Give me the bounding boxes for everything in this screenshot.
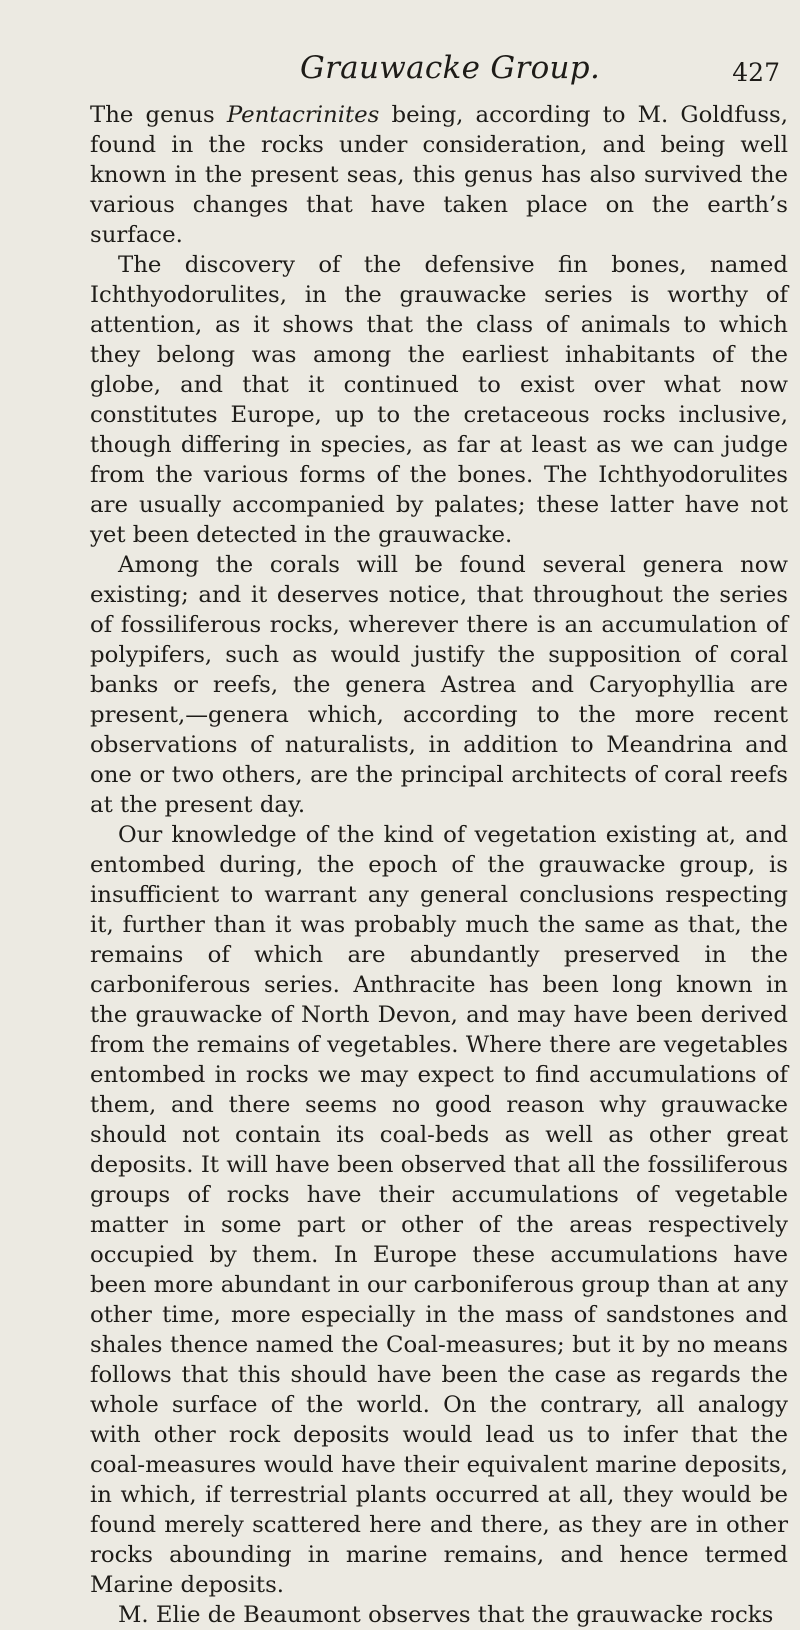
genus-name: Pentacrinites xyxy=(226,102,380,128)
body-text xyxy=(90,100,788,1630)
page-number: 427 xyxy=(732,58,780,87)
paragraph-text: being, according to M. Goldfuss, found in the rocks under consideration, and being well known in the present seas, this genus has also survived the various changes that have taken place on the earth’s surface. xyxy=(90,102,788,248)
paragraph-ichthyodorulites: The discovery of the defensive fin bones, named Ichthyodorulites, in the grauwacke series is worthy of attention, as it shows that the class of animals to which they belong was among the earliest inhabitants of the globe, and that it continued to exist over what now constitutes Europe, up to the cretaceous rocks inclusive, though differing in species, as far at least as we can judge from the various forms of the bones. The Ichthyodorulites are usually accompanied by palates; these latter have not yet been detected in the grauwacke. xyxy=(90,252,788,548)
paragraph-beaumont: M. Elie de Beaumont observes that the grauwacke rocks xyxy=(118,1602,774,1628)
paragraph-pentacrinites xyxy=(90,100,788,250)
paragraph-vegetation: Our knowledge of the kind of vegetation existing at, and entombed during, the epoch of the grauwacke group, is insufficient to warrant any general conclusions respecting it, further than it was probably much the same as that, the remains of which are abundantly preserved in the carboniferous series. Anthracite has been long known in the grauwacke of North Devon, and may have been derived from the remains of vegetables. Where there are vegetables entombed in rocks we may expect to find accumulations of them, and there seems no good reason why grauwacke should not contain its coal-beds as well as other great deposits. It will have been observed that all the fossiliferous groups of rocks have their accumulations of vegetable matter in some part or other of the areas respectively occupied by them. In Europe these accumulations have been more abundant in our carboniferous group than at any other time, more especially in the mass of sandstones and shales thence named the Coal-measures; but it by no means follows that this should have been the case as regards the whole surface of the world. On the contrary, all analogy with other rock deposits would lead us to infer that the coal-measures would have their equivalent marine deposits, in which, if terrestrial plants occurred at all, they would be found merely scattered here and there, as they are in other rocks abounding in marine remains, and hence termed Marine deposits. xyxy=(90,822,788,1598)
paragraph-corals: Among the corals will be found several genera now existing; and it deserves notice, that throughout the series of fossiliferous rocks, wherever there is an accumulation of polypifers, such as would justify the supposition of coral banks or reefs, the genera Astrea and Caryophyllia are present,—genera which, according to the more recent observations of naturalists, in addition to Meandrina and one or two others, are the principal architects of coral reefs at the present day. xyxy=(90,552,788,818)
page-header xyxy=(90,0,788,100)
running-title: Grauwacke Group. xyxy=(300,50,601,86)
paragraph-text: The genus xyxy=(90,102,227,128)
